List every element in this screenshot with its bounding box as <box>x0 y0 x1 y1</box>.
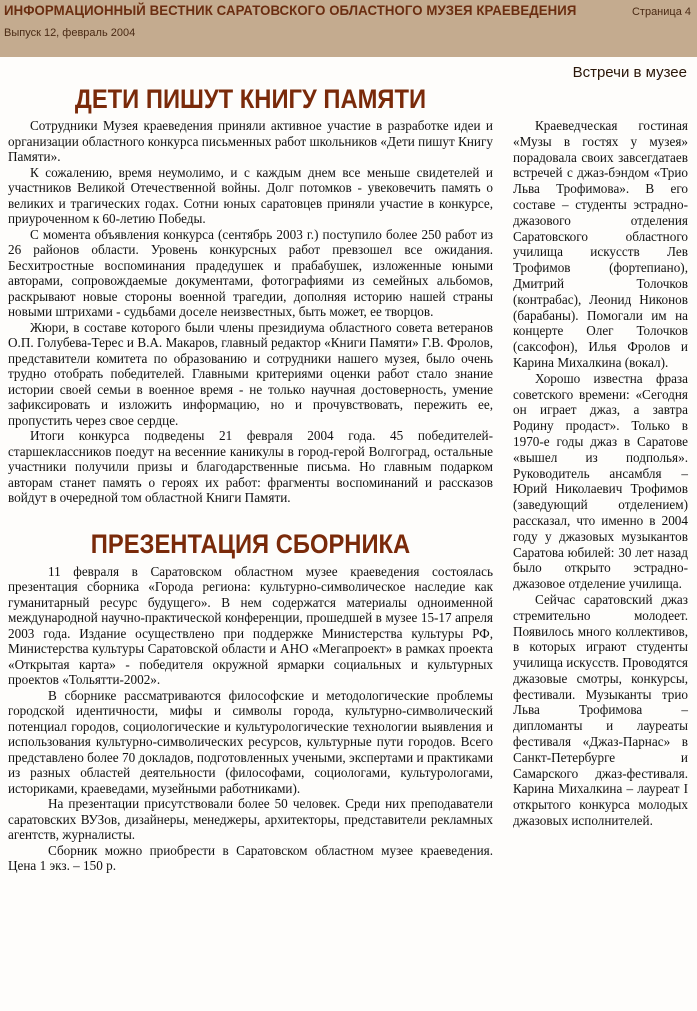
sidebar-paragraph: Хорошо известна фраза советского времени: «Сегодня он играет джаз, а завтра Родину продаст». Только в 1970-е годы джаз в Саратове «вышел из подполья». Руководитель ансамбля – Юрий Николаевич Трофимов (заведующий отделением) рассказал, что именно в 2004 году у джазовых музыкантов Саратова юбилей: 30 лет назад было открыто эстрадно-джазовое отделение училища. <box>513 370 688 592</box>
main-column <box>8 80 493 874</box>
article1-paragraph: Жюри, в составе которого были члены президиума областного совета ветеранов О.П. Голубева-Терес и В.А. Макаров, главный редактор «Книги Памяти» Г.В. Фролов, представители комитета по образованию и сотрудники нашего музея, было очень трудно отобрать победителей. Главными критериями оценки работ стало знание истории своей семьи в военное время - не только научная достоверность, умение зафиксировать и изложить информацию, но и прочувствовать, пережить ее, пропустить через свое сердце. <box>8 319 493 428</box>
newsletter-header <box>0 0 697 57</box>
article1-paragraph: Итоги конкурса подведены 21 февраля 2004 года. 45 победителей-старшеклассников поедут на весенние каникулы в город-герой Волгоград, остальные участники получили призы и благодарственные письма. Но главным подарком авторам станет память о героях их работ: фрагменты воспоминаний и рассказов войдут в очередной том областной Книги Памяти. <box>8 428 493 505</box>
issue-label: Выпуск 12, февраль 2004 <box>4 27 136 39</box>
section-rubric: Встречи в музее <box>572 64 687 81</box>
article1-paragraph: К сожалению, время неумолимо, и с каждым днем все меньше свидетелей и участников Великой Отечественной войны. Долг потомков - увековечить память о великих и трагических годах. Сотни юных саратовцев приняли участие в конкурсе, приуроченном к 60-летию Победы. <box>8 164 493 226</box>
sidebar-column <box>513 118 688 829</box>
article2-paragraph: 11 февраля в Саратовском областном музее краеведения состоялась презентация сборника «Города региона: культурно-символическое наследие как гуманитарный ресурс будущего». В нем содержатся материалы одноименной международной научно-практической конференции, прошедшей в музее 15-17 апреля 2003 года. Издание осуществлено при поддержке Министерства культуры РФ, Министерства культуры Саратовской области и АНО «Мегапроект» в рамках проекта «Открытая карта» - победителя окружной ярмарки социальных и культурных проектов «Тольятти-2002». <box>8 563 493 687</box>
article1-title: ДЕТИ ПИШУТ КНИГУ ПАМЯТИ <box>74 84 427 114</box>
article2-paragraph: На презентации присутствовали более 50 человек. Среди них преподаватели саратовских ВУЗов, дизайнеры, менеджеры, архитекторы, представители рекламных агентств, журналисты. <box>8 796 493 842</box>
article1-paragraph: Сотрудники Музея краеведения приняли активное участие в разработке идеи и организации областного конкурса письменных работ школьников «Дети пишут Книгу Памяти». <box>8 118 493 164</box>
article2-body <box>8 564 493 874</box>
article1-paragraph: С момента объявления конкурса (сентябрь 2003 г.) поступило более 250 работ из 26 районов области. Уровень конкурсных работ превзошел все ожидания. Бесхитростные воспоминания прадедушек и прабабушек, изложенные юными авторами, сопровождаемые документами, фотографиями из семейных альбомов, раскрывают новые стороны военной трагедии, дополняя историю нашей страны новыми штрихами - судьбами доселе неизвестных, быть может, ее творцов. <box>8 226 493 319</box>
article1-body <box>8 118 493 506</box>
article2-title: ПРЕЗЕНТАЦИЯ СБОРНИКА <box>90 528 411 559</box>
sidebar-paragraph: Сейчас саратовский джаз стремительно молодеет. Появилось много коллективов, в которых играют студенты училища искусств. Проводятся джазовые смотры, конкурсы, фестивали. Музыканты трио Льва Трофимова – дипломанты и лауреаты фестиваля «Джаз-Парнас» в Санкт-Петербурге и Самарского джаз-фестиваля. Карина Михалкина – лауреат I открытого конкурса молодых джазовых исполнителей. <box>513 591 688 829</box>
sidebar-paragraph: Краеведческая гостиная «Музы в гостях у музея» порадовала своих завсегдатаев встречей с джаз-бэндом «Трио Льва Трофимова». В его составе – студенты эстрадно-джазового отделения Саратовского областного училища искусств Лев Трофимов (фортепиано), Дмитрий Толочков (контрабас), Леонид Никонов (барабаны). Помогали им на концерте Олег Толочков (саксофон), Илья Фролов и Карина Михалкина (вокал). <box>513 118 688 370</box>
article2-paragraph: Сборник можно приобрести в Саратовском областном музее краеведения. Цена 1 экз. – 150 р. <box>8 842 493 873</box>
spacer <box>8 506 493 524</box>
newsletter-title: ИНФОРМАЦИОННЫЙ ВЕСТНИК САРАТОВСКОГО ОБЛАСТНОГО МУЗЕЯ КРАЕВЕДЕНИЯ <box>4 3 577 19</box>
article2-paragraph: В сборнике рассматриваются философские и методологические проблемы городской идентичности, мифы и символы города, культурно-символический потенциал городов, социологические и культурологические технологии выявления и использования культурно-символических ресурсов, культурные пути городов. Всего представлено более 70 докладов, подготовленных учеными, экспертами и практиками из разных областей деятельности (философами, социологами, культурологами, историками, краеведами, музейными работниками). <box>8 687 493 796</box>
page-number: Страница 4 <box>631 6 691 18</box>
